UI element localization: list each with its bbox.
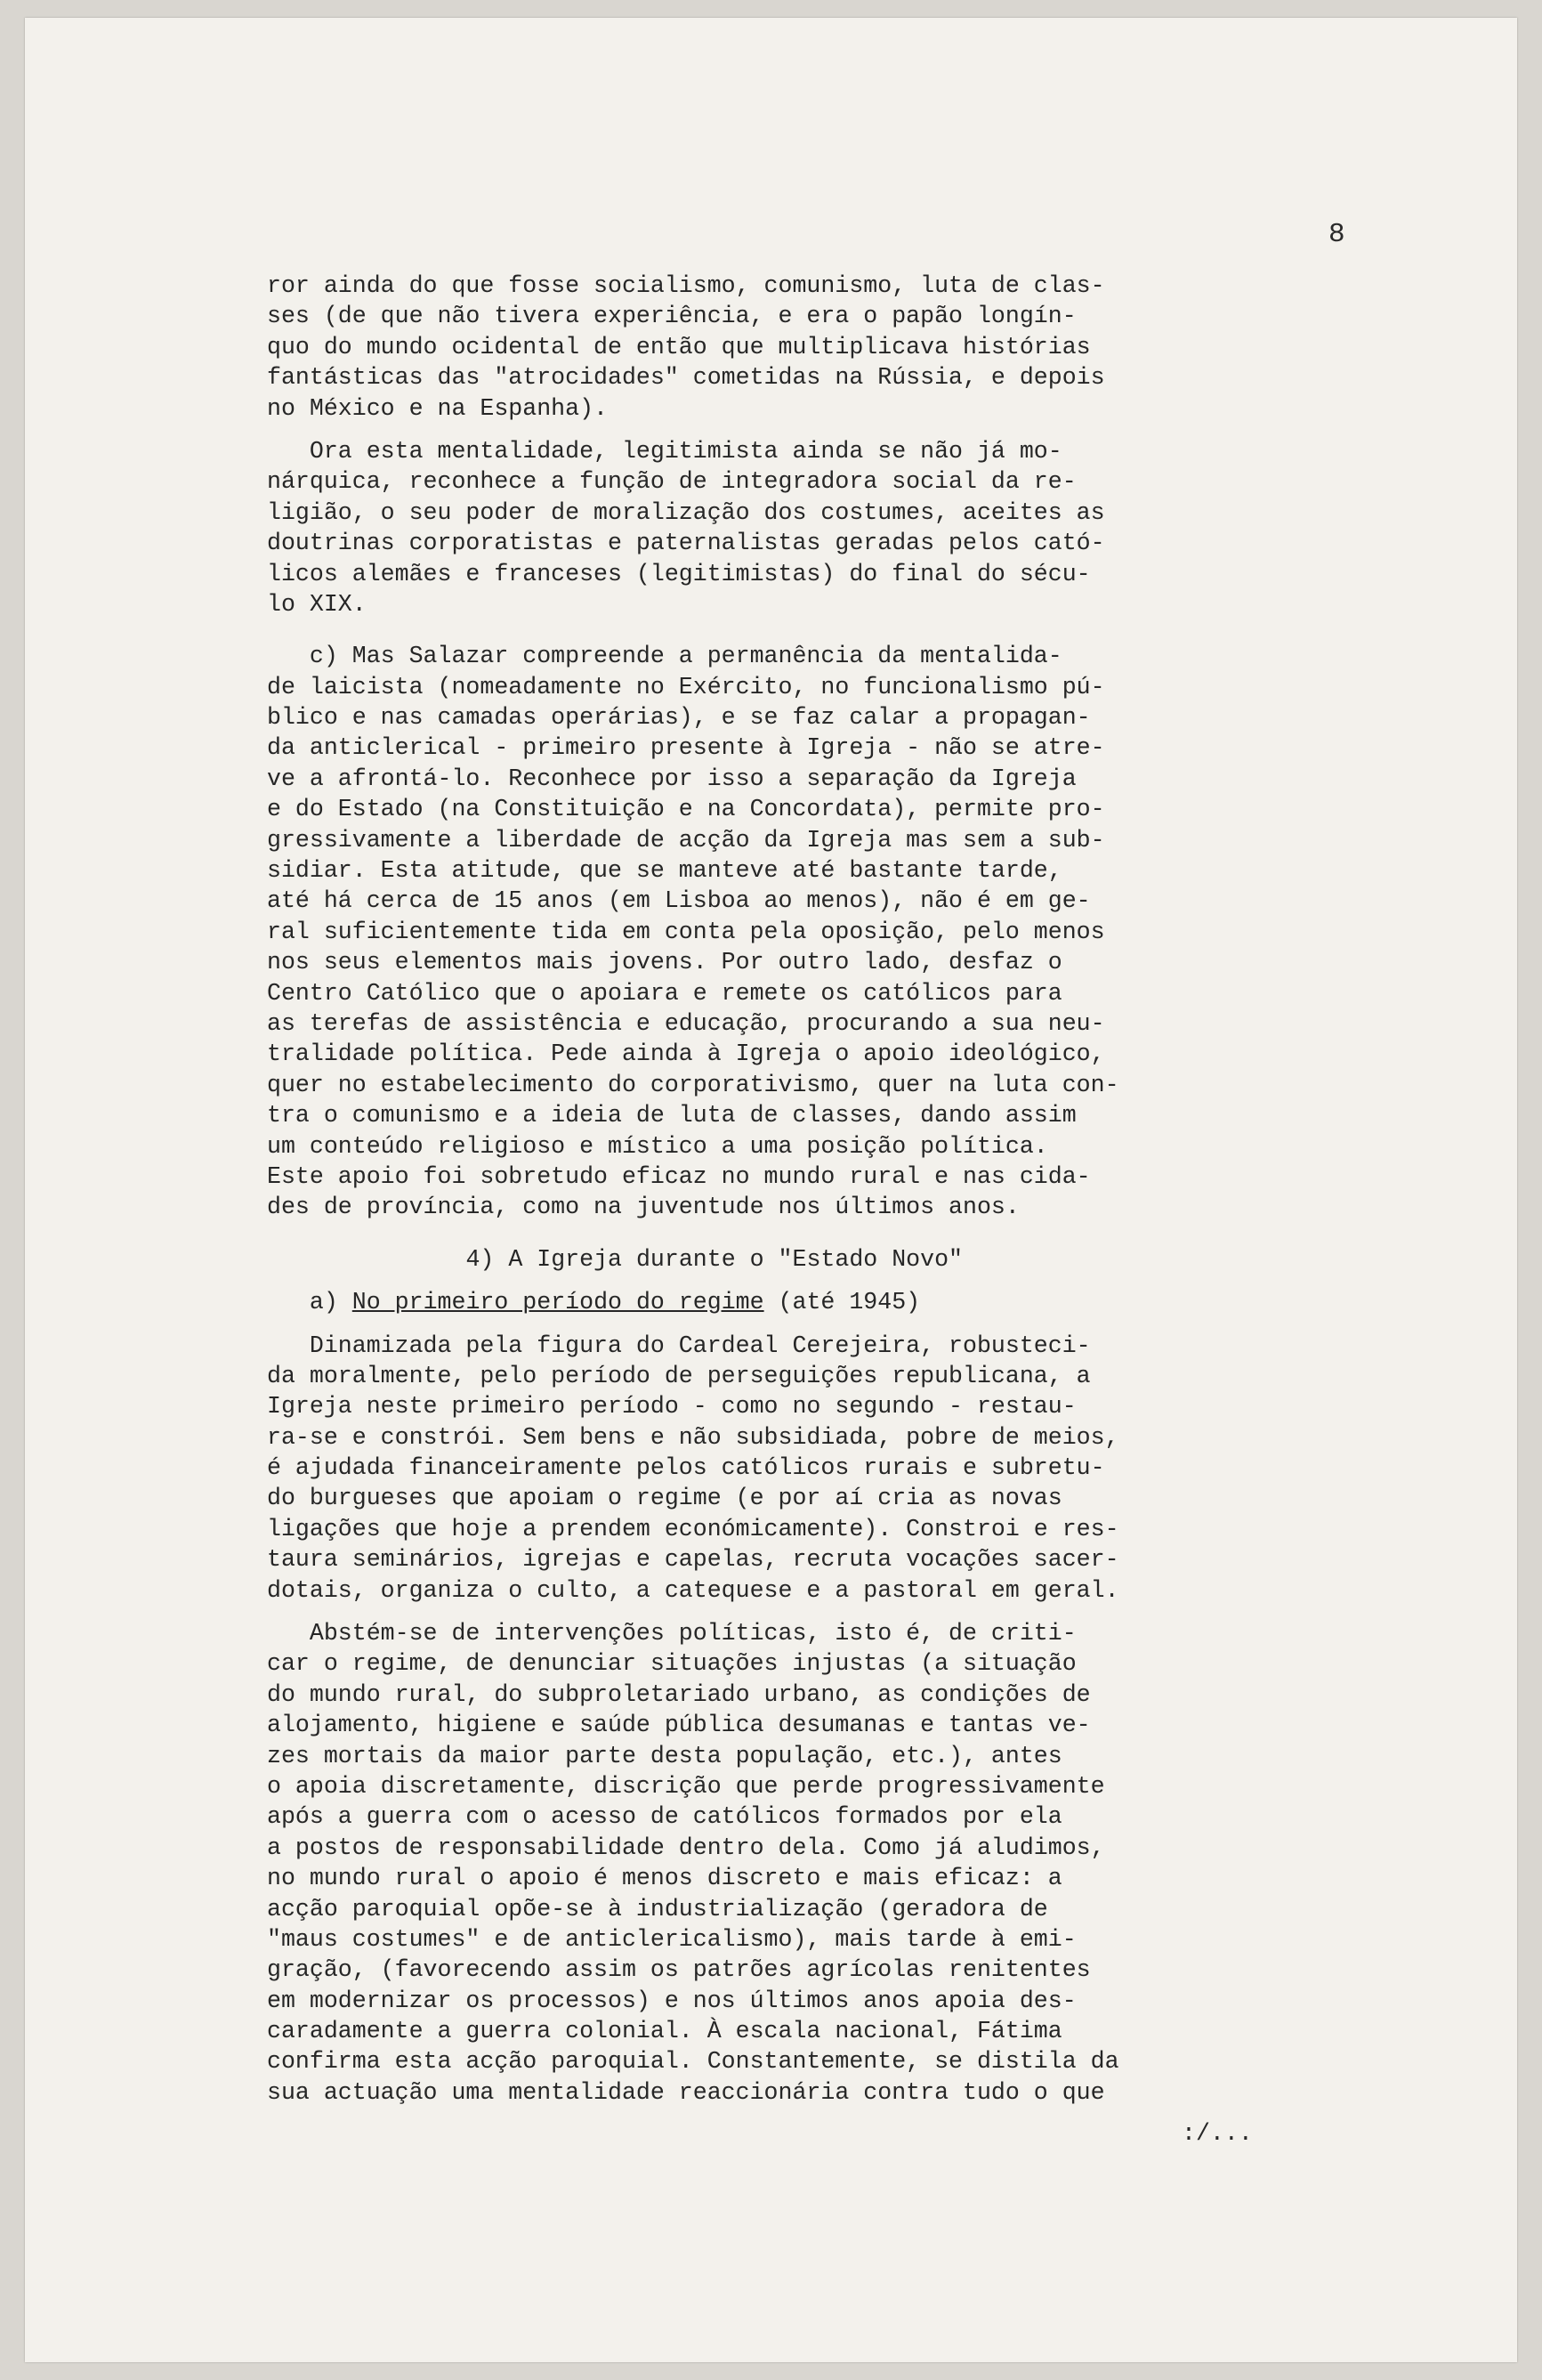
text-line: ve a afrontá-lo. Reconhece por isso a separação da Igreja [267,765,1077,792]
text-line: Igreja neste primeiro período - como no segundo - restau- [267,1393,1077,1421]
subsection-suffix: (até 1945) [763,1289,921,1316]
text-line: doutrinas corporatistas e paternalistas geradas pelos cató- [267,530,1105,557]
text-line: no mundo rural o apoio é menos discreto e mais eficaz: a [267,1865,1062,1892]
text-line: é ajudada financeiramente pelos católicos rurais e subretu- [267,1454,1105,1482]
text-line: quo do mundo ocidental de então que multiplicava histórias [267,333,1091,360]
text-line: des de província, como na juventude nos últimos anos. [267,1194,1020,1221]
text-line: no México e na Espanha). [267,394,609,422]
text-line: fantásticas das "atrocidades" cometidas na Rússia, e depois [267,364,1105,392]
text-line: sidiar. Esta atitude, que se manteve até bastante tarde, [267,857,1062,885]
text-line: quer no estabelecimento do corporativismo, quer na luta con- [267,1071,1119,1098]
paragraph [267,641,1352,1222]
text-line: ses (de que não tivera experiência, e era o papão longín- [267,303,1077,330]
text-line: em modernizar os processos) e nos últimos anos apoia des- [267,1987,1077,2014]
text-line: taura seminários, igrejas e capelas, recruta vocações sacer- [267,1546,1119,1574]
text-line: ror ainda do que fosse socialismo, comunismo, luta de clas- [267,272,1105,299]
text-line: blico e nas camadas operárias), e se faz calar a propagan- [267,704,1091,732]
text-line: um conteúdo religioso e místico a uma posição política. [267,1132,1048,1160]
text-line: alojamento, higiene e saúde pública desumanas e tantas ve- [267,1712,1091,1739]
text-line: Este apoio foi sobretudo eficaz no mundo rural e nas cida- [267,1162,1091,1190]
paragraph [267,1331,1352,1607]
text-line: ra-se e constrói. Sem bens e não subsidiada, pobre de meios, [267,1423,1119,1451]
text-line: gração, (favorecendo assim os patrões agrícolas renitentes [267,1956,1091,1984]
text-line: gressivamente a liberdade de acção da Igreja mas sem a sub- [267,826,1105,854]
text-line: licos alemães e franceses (legitimistas) do final do sécu- [267,560,1091,587]
text-line: até há cerca de 15 anos (em Lisboa ao menos), não é em ge- [267,887,1091,915]
continuation-mark: :/... [1182,2120,1253,2147]
text-line: zes mortais da maior parte desta população, etc.), antes [267,1742,1062,1769]
paragraph [267,436,1352,619]
text-line: acção paroquial opõe-se à industrialização (geradora de [267,1895,1048,1923]
text-line: nos seus elementos mais jovens. Por outro lado, desfaz o [267,949,1062,976]
text-line: c) Mas Salazar compreende a permanência da mentalida- [267,643,1062,670]
text-line: tralidade política. Pede ainda à Igreja o apoio ideológico, [267,1040,1105,1068]
text-line: Abstém-se de intervenções políticas, isto é, de criti- [267,1620,1077,1647]
text-line: do mundo rural, do subproletariado urbano, as condições de [267,1680,1091,1708]
text-line: da moralmente, pelo período de perseguições republicana, a [267,1362,1091,1389]
text-line: de laicista (nomeadamente no Exército, no funcionalismo pú- [267,673,1105,700]
text-line: dotais, organiza o culto, a catequese e a pastoral em geral. [267,1576,1119,1604]
paragraph [267,1618,1352,2108]
text-line: o apoia discretamente, discrição que perde progressivamente [267,1772,1105,1800]
subsection-heading [267,1287,1352,1317]
text-line: as terefas de assistência e educação, procurando a sua neu- [267,1009,1105,1037]
text-line: tra o comunismo e a ideia de luta de classes, dando assim [267,1102,1077,1129]
text-line: Ora esta mentalidade, legitimista ainda se não já mo- [267,437,1062,465]
document-page [25,18,1517,2362]
text-line: ral suficientemente tida em conta pela oposição, pelo menos [267,918,1105,945]
section-heading: 4) A Igreja durante o "Estado Novo" [465,1245,963,1273]
text-line: Dinamizada pela figura do Cardeal Cerejeira, robusteci- [267,1332,1091,1359]
text-line: a postos de responsabilidade dentro dela. Como já aludimos, [267,1834,1105,1861]
paragraph [267,271,1352,424]
text-line: da anticlerical - primeiro presente à Igreja - não se atre- [267,734,1105,762]
text-line: após a guerra com o acesso de católicos formados por ela [267,1803,1062,1831]
text-line: confirma esta acção paroquial. Constantemente, se distila da [267,2048,1119,2076]
text-line: ligações que hoje a prendem económicamente). Constroi e res- [267,1515,1119,1542]
text-line: nárquica, reconhece a função de integradora social da re- [267,468,1077,496]
text-line: car o regime, de denunciar situações injustas (a situação [267,1650,1077,1678]
text-line: do burgueses que apoiam o regime (e por aí cria as novas [267,1485,1062,1512]
text-line: sua actuação uma mentalidade reaccionária contra tudo o que [267,2078,1105,2106]
text-line: Centro Católico que o apoiara e remete os católicos para [267,979,1062,1007]
page-number: 8 [1328,219,1345,250]
text-line: "maus costumes" e de anticlericalismo), mais tarde à emi- [267,1925,1077,1953]
subsection-prefix: a) [309,1289,352,1316]
text-line: lo XIX. [267,590,367,618]
text-line: ligião, o seu poder de moralização dos costumes, aceites as [267,498,1105,526]
subsection-title: No primeiro período do regime [351,1289,764,1316]
body-text [267,271,1352,2108]
text-line: caradamente a guerra colonial. À escala nacional, Fátima [267,2018,1062,2045]
text-line: e do Estado (na Constituição e na Concordata), permite pro- [267,796,1105,823]
